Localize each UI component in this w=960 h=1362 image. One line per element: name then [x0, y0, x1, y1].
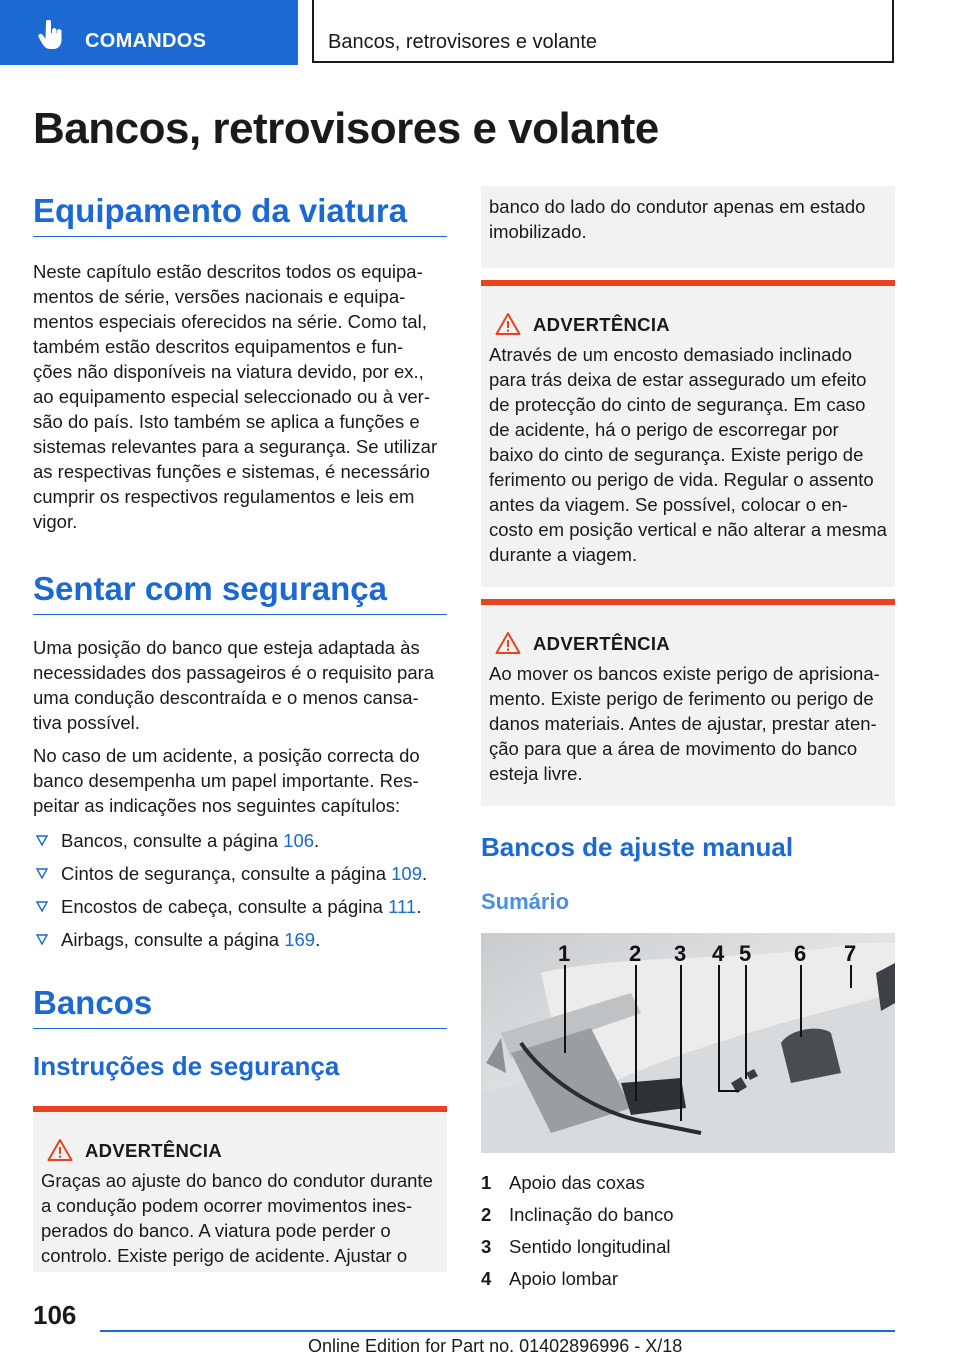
- warning-header: [489, 629, 887, 657]
- list-item: [33, 861, 447, 886]
- triangle-bullet-icon: [35, 866, 49, 880]
- section-header: [312, 0, 894, 63]
- reference-list: [33, 828, 447, 952]
- page-link-109[interactable]: 109: [391, 863, 423, 884]
- right-column: [481, 186, 895, 1295]
- warning-triangle-icon: [495, 631, 521, 655]
- callout-label: 5: [739, 941, 752, 966]
- list-item-text: Airbags, consulte a página: [61, 929, 285, 950]
- heading-bancos: Bancos: [33, 984, 447, 1029]
- list-item-end: .: [315, 929, 321, 950]
- seat-controls-image: [481, 933, 895, 1153]
- heading-bancos-manual: Bancos de ajuste manual: [481, 832, 794, 862]
- warning-text: Ao mover os bancos existe perigo de aprisiona- mento. Existe perigo de ferimento ou perigo de danos materiais. Antes de ajustar, prestar aten- ção para que a área de movimento do banco esteja livre.: [489, 663, 880, 784]
- list-item: [33, 927, 447, 952]
- footer-edition: Online Edition for Part no. 01402896996 - X/18: [308, 1336, 683, 1356]
- callout-label: 4: [712, 941, 725, 966]
- warning-continuation-text: banco do lado do condutor apenas em estado imobilizado.: [489, 196, 866, 242]
- list-item-end: .: [422, 863, 428, 884]
- warning-text: Através de um encosto demasiado inclinado para trás deixa de estar assegurado um efeito de protecção do cinto de segurança. Em caso de acidente, há o perigo de escorregar por baixo do cinto de segurança. Existe perigo de ferimento ou perigo de vida. Regular o assento antes da viagem. Se possível, colocar o en- costo em posição vertical e não alterar a mesma durante a viagem.: [489, 344, 887, 565]
- warning-title: ADVERTÊNCIA: [533, 314, 670, 335]
- callout-label: 7: [844, 941, 857, 966]
- page-link-106[interactable]: 106: [283, 830, 315, 851]
- hand-pointer-icon: [38, 20, 64, 50]
- legend-label: Apoio lombar: [509, 1268, 619, 1289]
- list-item-end: .: [314, 830, 320, 851]
- legend-number: 2: [481, 1204, 492, 1225]
- heading-sentar: Sentar com segurança: [33, 570, 447, 615]
- triangle-bullet-icon: [35, 932, 49, 946]
- legend-label: Inclinação do banco: [509, 1204, 674, 1225]
- callout-label: 3: [674, 941, 687, 966]
- section-header-title: Bancos, retrovisores e volante: [328, 31, 598, 53]
- legend-row: [481, 1199, 895, 1231]
- triangle-bullet-icon: [35, 899, 49, 913]
- image-legend: [481, 1167, 895, 1295]
- legend-number: 3: [481, 1236, 492, 1257]
- legend-row: [481, 1263, 895, 1295]
- list-item: [33, 828, 447, 853]
- page-title: Bancos, retrovisores e volante: [33, 104, 659, 153]
- callout-label: 2: [629, 941, 642, 966]
- sentar-para1: Uma posição do banco que esteja adaptada às necessidades dos passageiros é o requisito para uma condução descontraída e o menos cansa- tiva possível.: [33, 637, 435, 733]
- warning-title: ADVERTÊNCIA: [85, 1140, 222, 1161]
- chapter-tab[interactable]: [0, 0, 298, 65]
- warning-box: [481, 599, 895, 806]
- legend-label: Apoio das coxas: [509, 1172, 645, 1193]
- left-column: [33, 192, 447, 1272]
- page-link-169[interactable]: 169: [284, 929, 316, 950]
- list-item-end: .: [416, 896, 422, 917]
- page-link-111[interactable]: 111: [388, 896, 417, 917]
- callout-label: 6: [794, 941, 807, 966]
- warning-triangle-icon: [495, 312, 521, 336]
- heading-equipamento: Equipamento da viatura: [33, 192, 447, 237]
- warning-text: Graças ao ajuste do banco do condutor durante a condução podem ocorrer movimentos ines- perados do banco. A viatura pode perder o controlo. Existe perigo de acidente. Ajustar o: [41, 1170, 433, 1266]
- warning-triangle-icon: [47, 1138, 73, 1162]
- list-item-text: Encostos de cabeça, consulte a página: [61, 896, 389, 917]
- sentar-para2: No caso de um acidente, a posição correcta do banco desempenha um papel importante. Res- peitar as indicações nos seguintes capítulos:: [33, 745, 420, 816]
- heading-instrucoes: Instruções de segurança: [33, 1051, 340, 1081]
- legend-row: [481, 1231, 895, 1263]
- equipamento-text: Neste capítulo estão descritos todos os equipa- mentos de série, versões nacionais e equipa- mentos especiais oferecidos na série. Como tal, também estão descritos equipamentos e fun- ções não disponíveis na viatura devido, por ex., ao equipamento especial seleccionado ou à ver- são do país. Isto também se aplica a funções e sistemas relevantes para a segurança. Se utilizar as respectivas funções e sistemas, é necessário cumprir os respectivos regulamentos e leis em vigor.: [33, 261, 438, 532]
- heading-sumario: Sumário: [481, 889, 570, 914]
- warning-continuation: [481, 186, 895, 268]
- legend-row: [481, 1167, 895, 1199]
- footer-divider: [100, 1330, 895, 1332]
- legend-label: Sentido longitudinal: [509, 1236, 671, 1257]
- triangle-bullet-icon: [35, 833, 49, 847]
- warning-title: ADVERTÊNCIA: [533, 633, 670, 654]
- list-item: [33, 894, 447, 919]
- legend-number: 1: [481, 1172, 492, 1193]
- legend-number: 4: [481, 1268, 492, 1289]
- warning-box: [33, 1106, 447, 1272]
- callout-label: 1: [558, 941, 571, 966]
- warning-header: [41, 1136, 439, 1164]
- list-item-text: Cintos de segurança, consulte a página: [61, 863, 392, 884]
- list-item-text: Bancos, consulte a página: [61, 830, 284, 851]
- warning-box: [481, 280, 895, 587]
- chapter-label: COMANDOS: [85, 30, 207, 52]
- page-number: 106: [33, 1300, 77, 1330]
- warning-header: [489, 310, 887, 338]
